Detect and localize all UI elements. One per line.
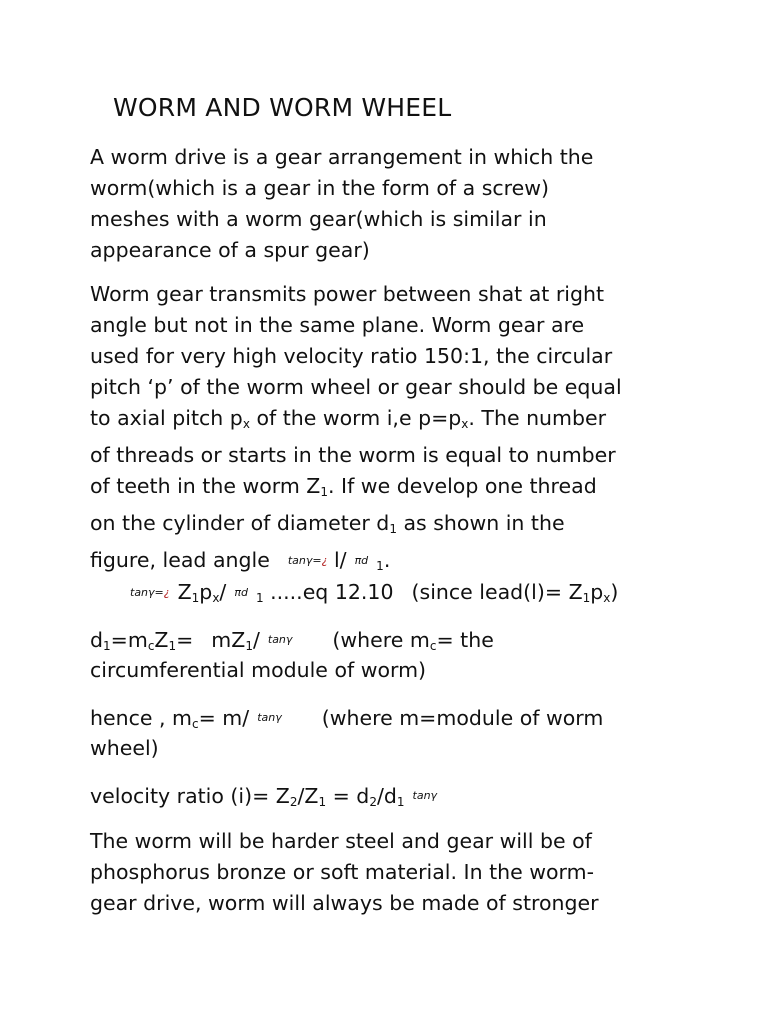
text-fragment: d	[90, 628, 104, 652]
subscript: x	[242, 417, 250, 431]
text-fragment: = m/	[198, 706, 250, 730]
text-fragment: (where m	[332, 628, 430, 652]
text-line: appearance of a spur gear)	[90, 238, 370, 262]
text-line: pitch ‘p’ of the worm wheel or gear should be equal	[90, 375, 622, 399]
subscript: c	[147, 639, 155, 653]
text-fragment: .	[383, 548, 391, 572]
text-line: meshes with a worm gear(which is similar in	[90, 207, 547, 231]
text-fragment: =m	[110, 628, 148, 652]
text-line: gear drive, worm will always be made of stronger	[90, 891, 599, 915]
text-fragment: (since lead(l)= Z	[411, 580, 583, 604]
text-fragment: p	[590, 580, 604, 604]
text-fragment: of teeth in the worm Z	[90, 474, 321, 498]
text-fragment: l/	[327, 548, 347, 572]
text-fragment: /	[252, 628, 260, 652]
text-fragment: = d	[326, 784, 370, 808]
intro-paragraph	[90, 142, 690, 266]
subscript: x	[461, 417, 469, 431]
subscript: c	[429, 639, 437, 653]
text-line	[90, 471, 690, 508]
text-line: of threads or starts in the worm is equal to number	[90, 443, 616, 467]
equation-12-10	[130, 577, 618, 614]
formula-label: tanγ=	[130, 586, 164, 599]
text-line: The worm will be harder steel and gear will be of	[90, 829, 592, 853]
text-fragment: )	[610, 580, 619, 604]
text-line: phosphorus bronze or soft material. In the worm-	[90, 860, 594, 884]
text-fragment: /Z	[297, 784, 319, 808]
subscript: 1	[168, 639, 177, 653]
formula-label: tanγ	[267, 633, 293, 646]
subscript: 1	[255, 591, 264, 605]
subscript: 1	[245, 639, 253, 653]
formula-label: tanγ	[412, 789, 438, 802]
page-title: WORM AND WORM WHEEL	[113, 93, 452, 122]
subscript: 1	[582, 591, 591, 605]
text-line: angle but not in the same plane. Worm gear are	[90, 313, 585, 337]
text-fragment: . If we develop one thread	[328, 474, 597, 498]
equation-mc	[90, 702, 603, 740]
formula-label: tanγ	[257, 711, 282, 724]
text-fragment: as shown in the	[396, 511, 565, 535]
text-fragment: velocity ratio (i)= Z	[90, 784, 290, 808]
text-fragment: hence , m	[90, 706, 192, 730]
text-line: A worm drive is a gear arrangement in which the	[90, 145, 594, 169]
subscript: 1	[376, 559, 384, 573]
formula-mark: ¿	[321, 554, 328, 567]
subscript: 1	[320, 485, 328, 499]
text-line: wheel)	[90, 736, 159, 760]
text-fragment: . The number	[468, 406, 607, 430]
text-line: Worm gear transmits power between shat at right	[90, 282, 605, 306]
formula-mark: ¿	[163, 586, 170, 599]
text-line	[90, 508, 690, 545]
text-line: worm(which is a gear in the form of a screw)	[90, 176, 550, 200]
formula-label: πd	[234, 586, 248, 599]
formula-label: πd	[354, 554, 369, 567]
text-fragment: =	[176, 628, 194, 652]
text-fragment: on the cylinder of diameter d	[90, 511, 390, 535]
materials-paragraph	[90, 826, 690, 919]
subscript: 1	[389, 522, 397, 536]
subscript: 1	[396, 795, 405, 809]
text-fragment: to axial pitch p	[90, 406, 243, 430]
subscript: 2	[289, 795, 298, 809]
text-fragment: figure, lead angle	[90, 548, 270, 572]
text-fragment: mZ	[211, 628, 246, 652]
text-fragment: of the worm i,e p=p	[249, 406, 462, 430]
text-line: circumferential module of worm)	[90, 658, 427, 682]
text-fragment: (where m=module of worm	[321, 706, 604, 730]
worm-gear-paragraph	[90, 279, 690, 582]
subscript: 1	[103, 639, 111, 653]
text-fragment: /d	[376, 784, 397, 808]
subscript: 1	[191, 591, 200, 605]
text-line	[90, 403, 690, 440]
text-fragment: .....eq 12.10	[263, 580, 394, 604]
text-line: used for very high velocity ratio 150:1, the circular	[90, 344, 613, 368]
subscript: x	[603, 591, 611, 605]
text-fragment: = the	[436, 628, 494, 652]
equation-velocity-ratio	[90, 780, 437, 818]
text-fragment: /	[219, 580, 227, 604]
subscript: 2	[369, 795, 377, 809]
subscript: c	[192, 717, 199, 731]
text-fragment: Z	[154, 628, 169, 652]
text-fragment: Z	[177, 580, 192, 604]
text-fragment: p	[199, 580, 213, 604]
subscript: x	[212, 591, 220, 605]
subscript: 1	[318, 795, 327, 809]
formula-label: tanγ=	[287, 554, 322, 567]
